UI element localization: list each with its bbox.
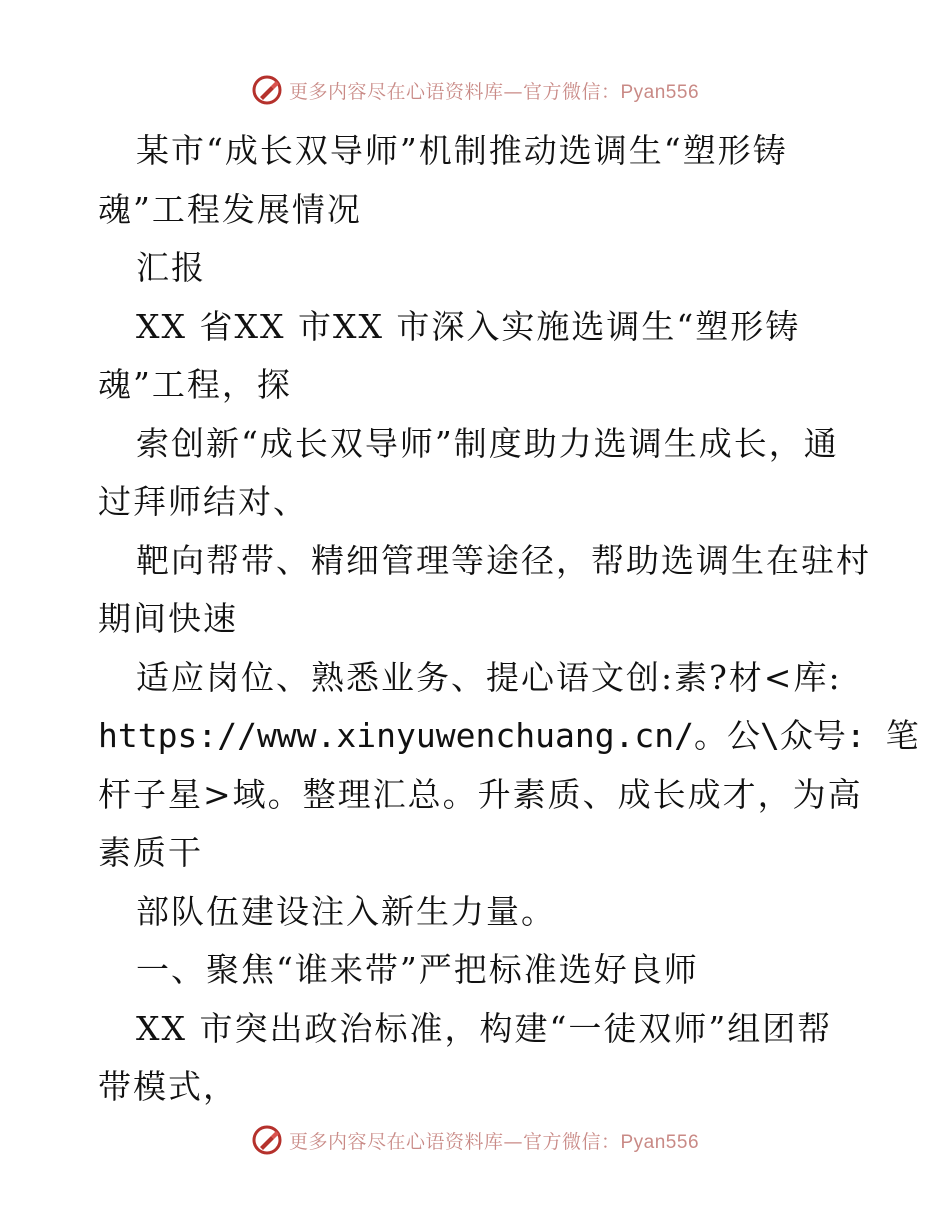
paragraph-line: 过拜师结对、 — [98, 482, 308, 521]
paragraph-line: 杆子星>域。整理汇总。升素质、成长成才，为高 — [98, 774, 863, 814]
paragraph-line: 期间快速 — [98, 599, 238, 638]
pen-logo-icon — [251, 1124, 283, 1156]
paragraph-line: 素质干 — [98, 833, 203, 872]
paragraph-line: XX 省XX 市XX 市深入实施选调生“塑形铸 — [136, 306, 801, 346]
footer-banner — [0, 1120, 950, 1160]
document-body — [98, 122, 919, 1117]
footer-wechat-id: Pyan556 — [620, 1131, 700, 1153]
paragraph-line: 适应岗位、熟悉业务、提心语文创:素?材<库: — [136, 657, 842, 697]
section-heading: 一、聚焦“谁来带”严把标准选好良师 — [136, 950, 699, 989]
paragraph-line: 索创新“成长双导师”制度助力选调生成长，通 — [136, 423, 839, 463]
title-line-2: 魂”工程发展情况 — [98, 189, 362, 229]
title-line-1: 某市“成长双导师”机制推动选调生“塑形铸 — [136, 131, 788, 170]
paragraph-line: 魂”工程，探 — [98, 365, 292, 404]
paragraph-line: 部队伍建设注入新生力量。 — [136, 891, 556, 931]
paragraph-line: 带模式， — [98, 1067, 238, 1106]
header-wechat-id: Pyan556 — [620, 81, 700, 103]
title-line-3: 汇报 — [136, 248, 206, 287]
paragraph-line: XX 市突出政治标准，构建“一徒双师”组团帮 — [136, 1008, 833, 1048]
paragraph-line: 靶向帮带、精细管理等途径，帮助选调生在驻村 — [136, 540, 871, 580]
footer-banner-text: 更多内容尽在心语资料库—官方微信：Pyan556 — [288, 1130, 700, 1153]
pen-logo-icon — [251, 74, 283, 106]
header-banner — [0, 70, 950, 110]
paragraph-line-url: https://www.xinyuwenchuang.cn/。公\众号: 笔 — [98, 716, 919, 755]
header-banner-text: 更多内容尽在心语资料库—官方微信：Pyan556 — [288, 80, 700, 103]
